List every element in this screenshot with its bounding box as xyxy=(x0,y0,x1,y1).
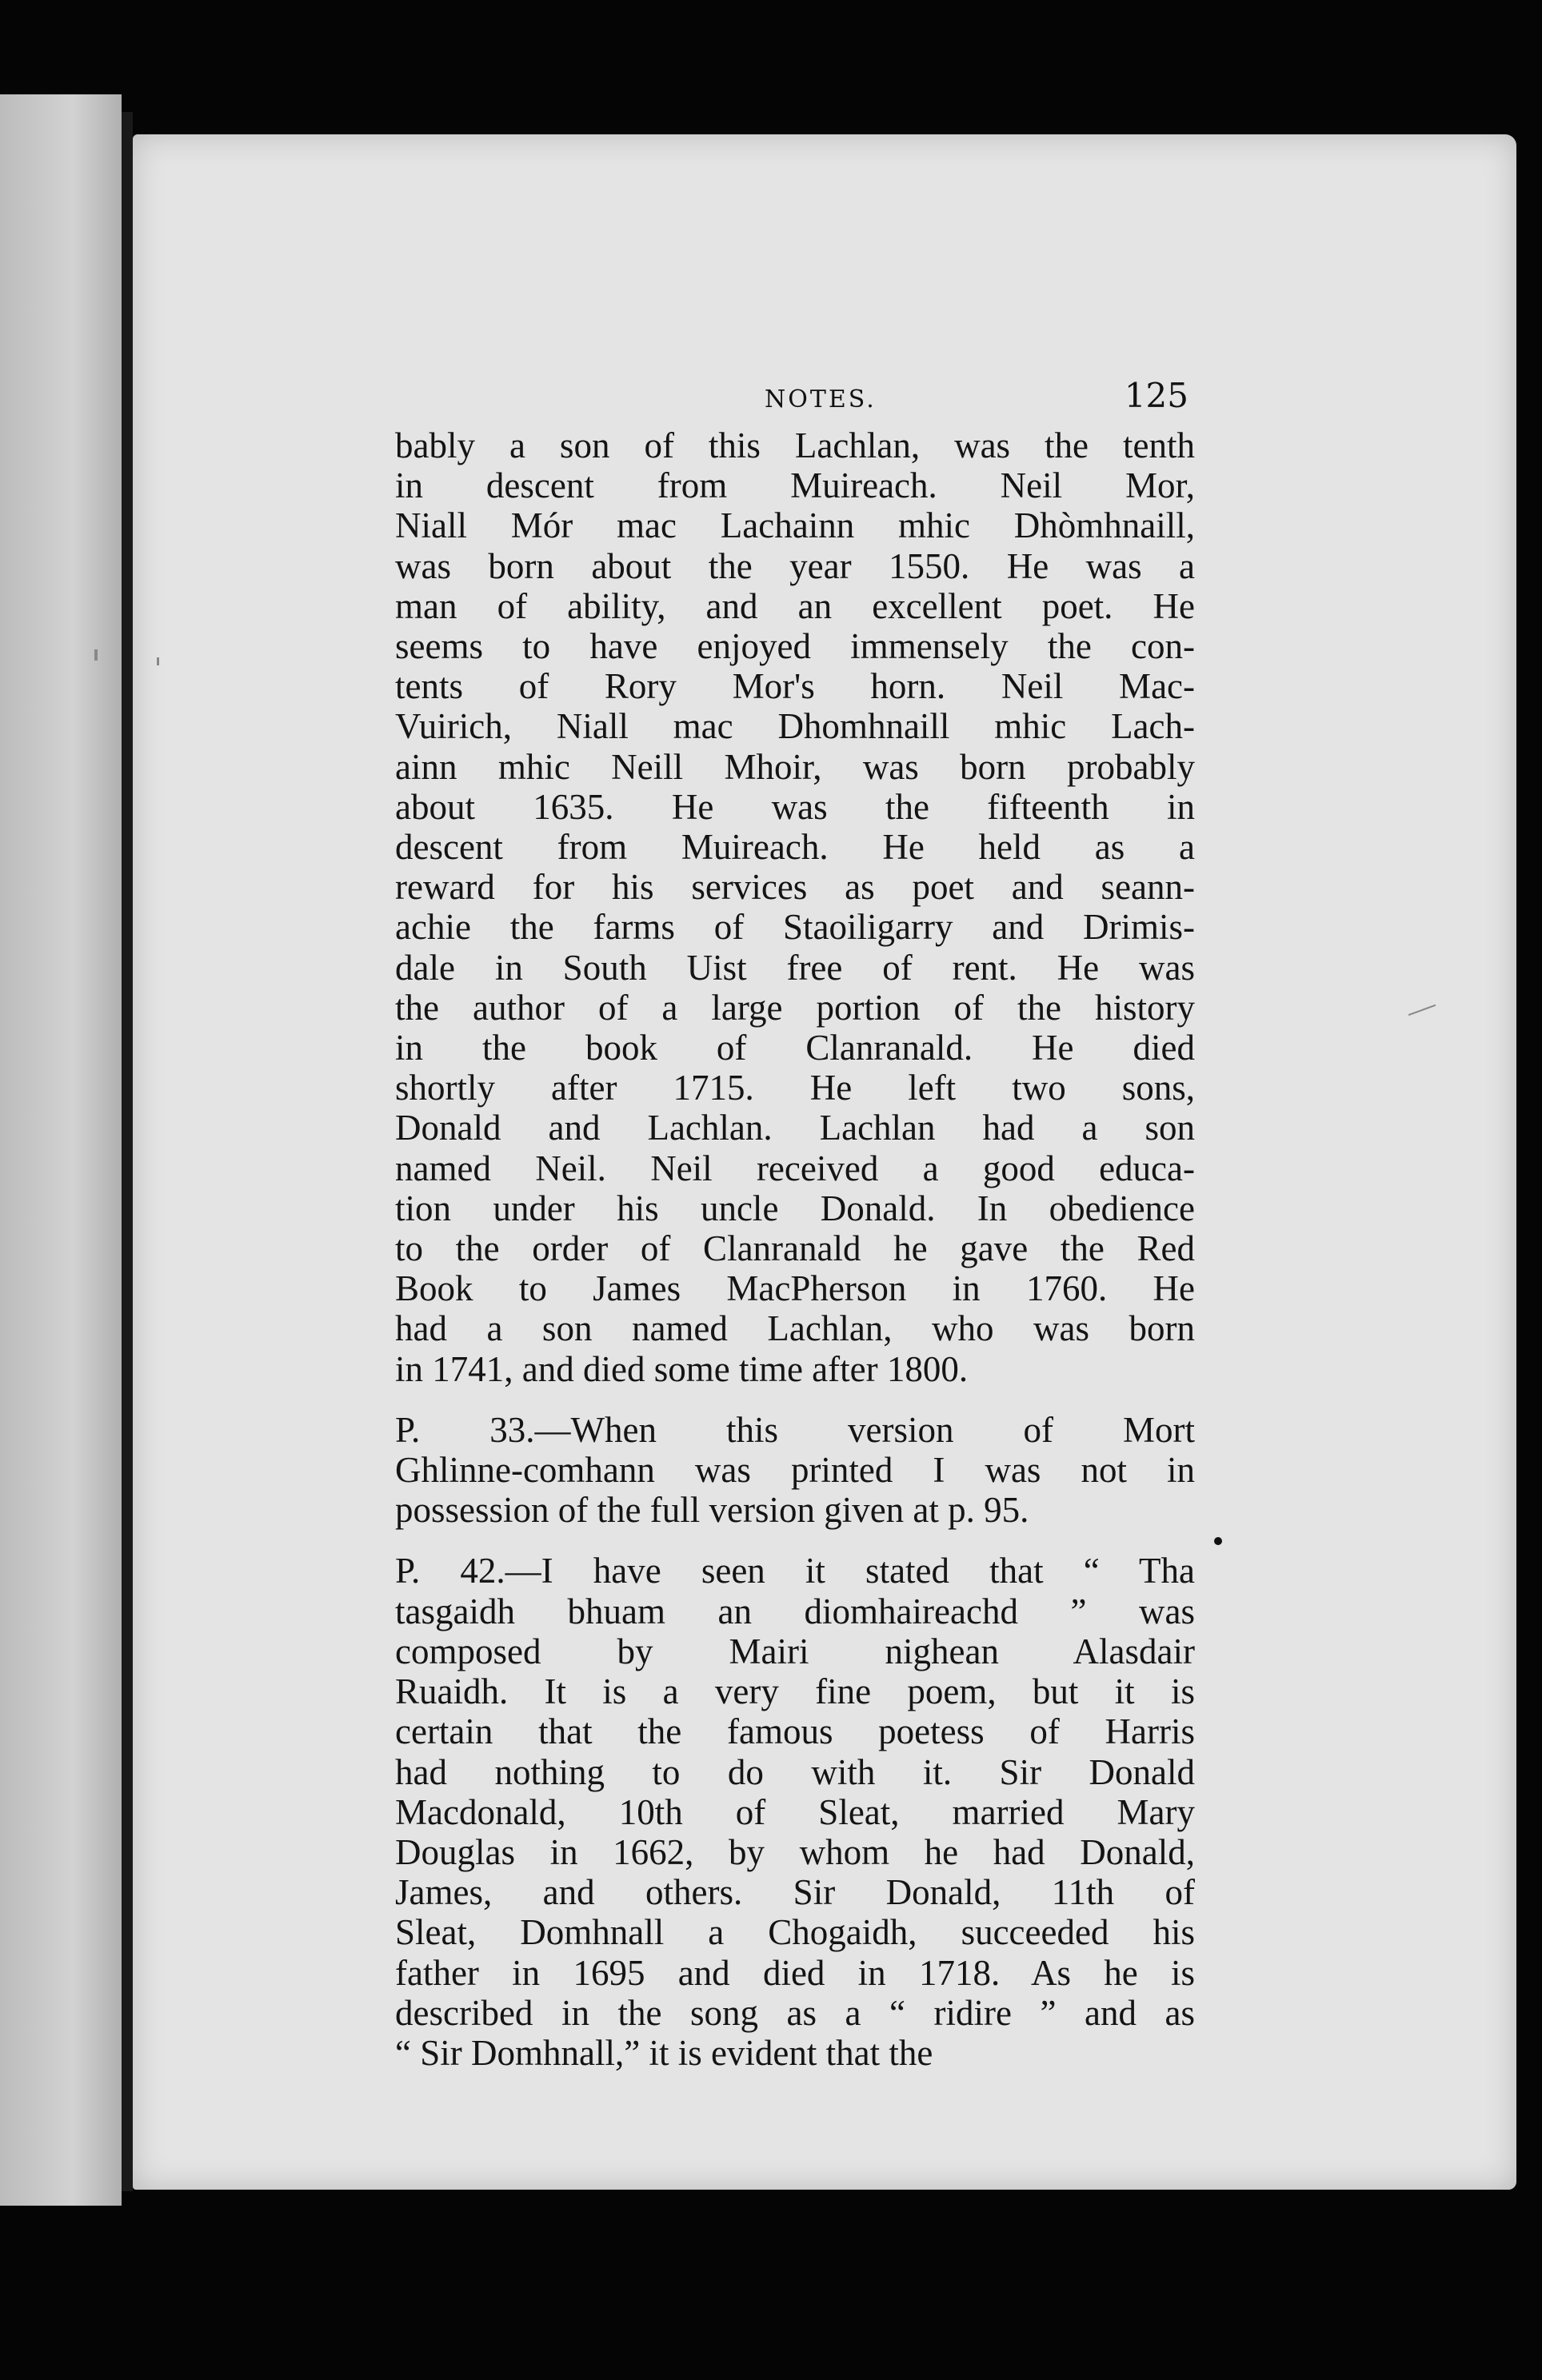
text-line: to the order of Clanranald he gave the Red xyxy=(395,1228,1195,1269)
text-line: descent from Muireach. He held as a xyxy=(395,827,1195,868)
text-line: in descent from Muireach. Neil Mor, xyxy=(395,465,1195,506)
text-line: Book to James MacPherson in 1760. He xyxy=(395,1268,1195,1309)
text-line: dale in South Uist free of rent. He was xyxy=(395,947,1195,988)
text-line: had a son named Lachlan, who was born xyxy=(395,1308,1195,1349)
text-line: about 1635. He was the fifteenth in xyxy=(395,786,1195,827)
text-line: certain that the famous poetess of Harris xyxy=(395,1711,1195,1752)
paragraph-gap xyxy=(395,1530,1195,1551)
book-gutter xyxy=(122,112,133,2191)
text-line: achie the farms of Staoiligarry and Drimis- xyxy=(395,907,1195,948)
paragraph-macvuirich-lineage xyxy=(395,425,1195,1389)
text-line: Vuirich, Niall mac Dhomhnaill mhic Lach- xyxy=(395,706,1195,747)
text-line: ainn mhic Neill Mhoir, was born probably xyxy=(395,746,1195,787)
text-line: tasgaidh bhuam an diomhaireachd ” was xyxy=(395,1591,1195,1631)
text-line: P. 42.—I have seen it stated that “ Tha xyxy=(395,1551,1195,1591)
text-line: bably a son of this Lachlan, was the tenth xyxy=(395,425,1195,465)
page-number: 125 xyxy=(1124,376,1188,415)
text-line: Niall Mór mac Lachainn mhic Dhòmhnaill, xyxy=(395,505,1195,546)
text-line: James, and others. Sir Donald, 11th of xyxy=(395,1872,1195,1913)
text-line: P. 33.—When this version of Mort xyxy=(395,1409,1195,1450)
text-line: composed by Mairi nighean Alasdair xyxy=(395,1631,1195,1671)
text-line: the author of a large portion of the history xyxy=(395,987,1195,1028)
text-line: Ruaidh. It is a very fine poem, but it is xyxy=(395,1671,1195,1712)
paragraph-tasgaidh-bhuam xyxy=(395,1551,1195,2073)
text-line: man of ability, and an excellent poet. He xyxy=(395,585,1195,626)
text-line: tion under his uncle Donald. In obedience xyxy=(395,1188,1195,1228)
text-line: Donald and Lachlan. Lachlan had a son xyxy=(395,1108,1195,1148)
running-title: NOTES. xyxy=(765,385,877,413)
text-line: reward for his services as poet and seann- xyxy=(395,867,1195,908)
text-line: had nothing to do with it. Sir Donald xyxy=(395,1751,1195,1792)
text-line: was born about the year 1550. He was a xyxy=(395,545,1195,586)
text-line: Sleat, Domhnall a Chogaidh, succeeded his xyxy=(395,1912,1195,1953)
scan-speck xyxy=(157,657,159,665)
text-line: in the book of Clanranald. He died xyxy=(395,1028,1195,1068)
facing-page-edge xyxy=(0,94,122,2206)
page-header xyxy=(253,376,1188,424)
text-line: in 1741, and died some time after 1800. xyxy=(395,1348,969,1389)
ink-dot xyxy=(1214,1537,1222,1545)
text-line: Douglas in 1662, by whom he had Donald, xyxy=(395,1831,1195,1872)
text-line: possession of the full version given at p. 95. xyxy=(395,1490,1029,1531)
text-line: described in the song as a “ ridire ” and as xyxy=(395,1992,1195,2033)
text-line: tents of Rory Mor's horn. Neil Mac- xyxy=(395,666,1195,707)
paragraph-gap xyxy=(395,1389,1195,1410)
text-line: father in 1695 and died in 1718. As he is xyxy=(395,1952,1195,1993)
text-line: shortly after 1715. He left two sons, xyxy=(395,1068,1195,1108)
text-line: “ Sir Domhnall,” it is evident that the xyxy=(395,2032,933,2073)
text-line: Macdonald, 10th of Sleat, married Mary xyxy=(395,1791,1195,1832)
text-line: seems to have enjoyed immensely the con- xyxy=(395,626,1195,667)
text-line: named Neil. Neil received a good educa- xyxy=(395,1148,1195,1188)
paragraph-mort-ghlinne-comhann xyxy=(395,1410,1195,1531)
text-line: Ghlinne-comhann was printed I was not in xyxy=(395,1450,1195,1491)
scan-speck xyxy=(94,649,98,661)
body-text xyxy=(395,425,1195,2073)
